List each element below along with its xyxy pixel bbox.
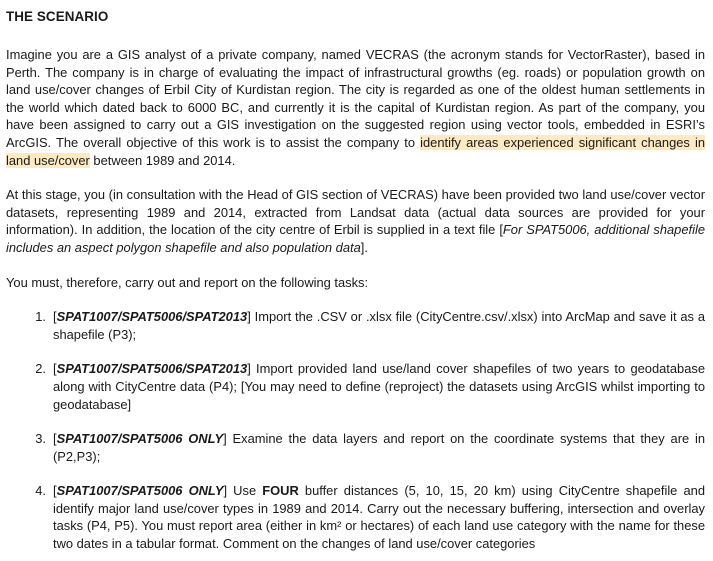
highlighted-objective: identify areas experienced significant changes in land use/cover (6, 134, 705, 168)
bracket-close: ] (247, 361, 251, 377)
task-item (6, 360, 705, 413)
task-text (53, 360, 705, 413)
bracket-open: [ (53, 361, 57, 377)
task-list (6, 308, 705, 553)
task-text (53, 482, 705, 552)
datasets-paragraph (6, 186, 705, 256)
scenario-text-end: between 1989 and 2014. (89, 152, 236, 168)
task-description: Import the .CSV or .xlsx file (CityCentre.csv/.xlsx) into ArcMap and save it as a shapefile (P3); (53, 309, 705, 342)
module-code: SPAT1007/SPAT5006/SPAT2013 (56, 309, 248, 325)
spat5006-note: For SPAT5006, additional shapefile includes an aspect polygon shapefile and also population data (6, 222, 705, 255)
bracket-close: ] (223, 483, 228, 499)
task-item (6, 430, 705, 465)
module-code: SPAT1007/SPAT5006 ONLY (56, 431, 224, 447)
scenario-text: Imagine you are a GIS analyst of a private company, named VECRAS (the acronym stands for VectorRaster), based in Perth. The company is in charge of evaluating the impact of infrastructural growths (eg. roads) or population growth on land use/cover changes of Erbil City of Kurdistan region. The city is regarded as one of the oldest human settlements in the world which dated back to 6000 BC, and currently it is the capital of Kurdistan region. As part of the company, you have been assigned to carry out a GIS investigation on the suggested region using vector tools, embedded in ESRI’s ArcGIS. The overall objective of this work is to assist the company to (6, 47, 705, 150)
buffer-count: FOUR (262, 483, 299, 499)
task-description: Examine the data layers and report on the coordinate systems that they are in (P2,P3); (53, 431, 705, 464)
task-number: 1. (35, 309, 46, 325)
task-number: 4. (35, 483, 46, 499)
task-description: Use (227, 483, 263, 499)
scenario-paragraph (6, 46, 705, 169)
task-item (6, 482, 705, 552)
datasets-text-end: ]. (360, 239, 368, 255)
task-number: 2. (35, 361, 46, 377)
task-text (53, 308, 705, 343)
task-description-cont: buffer distances (5, 10, 15, 20 km) using CityCentre shapefile and identify major land use/cover types in 1989 and 2014. Carry out the necessary buffering, intersection and overlay tasks (P4, P5). You must report area (either in km² or hectares) of each land use category with the name for these two dates in a tabular format. Comment on the changes of land use/cover categories (53, 483, 705, 552)
task-item (6, 308, 705, 343)
bracket-open: [ (53, 431, 57, 447)
datasets-text: At this stage, you (in consultation with the Head of GIS section of VECRAS) have been provided two land use/cover vector datasets, representing 1989 and 2014, extracted from Landsat data (actual data sources are provided for your information). In addition, the location of the city centre of Erbil is supplied in a text file [ (6, 187, 705, 238)
task-number: 3. (35, 431, 46, 447)
task-description: Import provided land use/land cover shapefiles of two years to geodatabase along with CityCentre data (P4); [You may need to define (reproject) the datasets using ArcGIS whilst importing to geodatabase] (53, 361, 705, 412)
module-code: SPAT1007/SPAT5006/SPAT2013 (56, 361, 248, 377)
bracket-open: [ (53, 309, 57, 325)
bracket-open: [ (53, 483, 57, 499)
bracket-close: ] (223, 431, 227, 447)
section-heading: THE SCENARIO (6, 9, 109, 24)
task-text (53, 430, 705, 465)
bracket-close: ] (247, 309, 251, 325)
module-code: SPAT1007/SPAT5006 ONLY (56, 483, 224, 499)
tasks-intro: You must, therefore, carry out and report on the following tasks: (6, 274, 369, 290)
